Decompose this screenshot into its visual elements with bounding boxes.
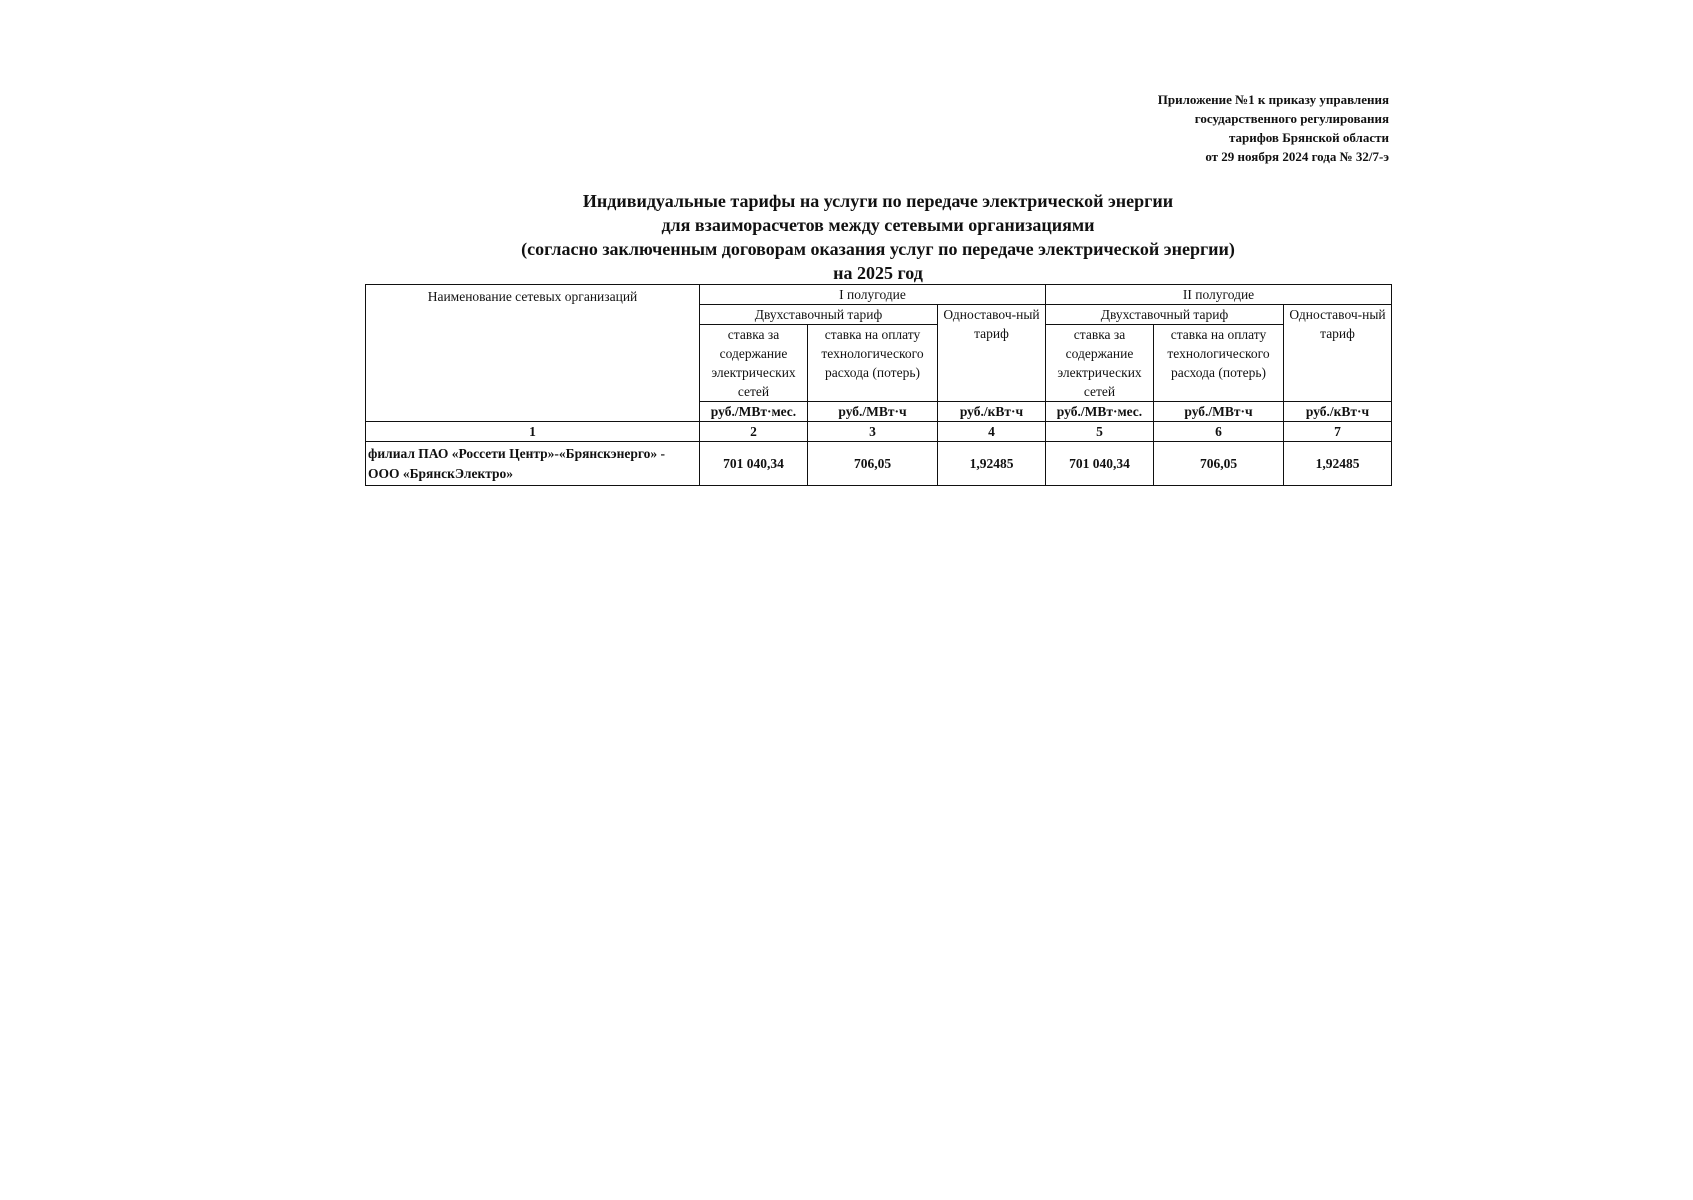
half1-losses-unit: руб./МВт·ч <box>808 402 938 422</box>
appendix-reference <box>969 90 1389 166</box>
h1-losses-value: 706,05 <box>808 442 938 486</box>
title-line: на 2025 год <box>833 263 923 283</box>
organization-name: филиал ПАО «Россети Центр»-«Брянскэнерго» - ООО «БрянскЭлектро» <box>366 442 700 486</box>
title-line: для взаиморасчетов между сетевыми организациями <box>661 215 1095 235</box>
half2-maintenance-unit: руб./МВт·мес. <box>1046 402 1154 422</box>
half1-losses-header: ставка на оплату технологического расхода (потерь) <box>808 325 938 402</box>
h2-maintenance-value: 701 040,34 <box>1046 442 1154 486</box>
half2-losses-header: ставка на оплату технологического расхода (потерь) <box>1154 325 1284 402</box>
half1-two-part-header: Двухставочный тариф <box>700 305 938 325</box>
appendix-line: государственного регулирования <box>1194 111 1389 126</box>
header-row-periods <box>366 285 1392 305</box>
tariffs-table <box>365 284 1392 486</box>
half2-losses-unit: руб./МВт·ч <box>1154 402 1284 422</box>
column-number: 3 <box>808 422 938 442</box>
title-line: (согласно заключенным договорам оказания услуг по передаче электрической энергии) <box>521 239 1235 259</box>
column-number: 7 <box>1284 422 1392 442</box>
half2-maintenance-header: ставка за содержание электрических сетей <box>1046 325 1154 402</box>
column-number: 4 <box>938 422 1046 442</box>
appendix-line: от 29 ноября 2024 года № 32/7-э <box>1205 149 1389 164</box>
h2-one-part-value: 1,92485 <box>1284 442 1392 486</box>
h2-losses-value: 706,05 <box>1154 442 1284 486</box>
column-number: 1 <box>366 422 700 442</box>
table-row <box>366 442 1392 486</box>
column-number: 5 <box>1046 422 1154 442</box>
half2-header: II полугодие <box>1046 285 1392 305</box>
org-column-header: Наименование сетевых организаций <box>366 285 700 422</box>
h1-one-part-value: 1,92485 <box>938 442 1046 486</box>
half1-header: I полугодие <box>700 285 1046 305</box>
appendix-line: тарифов Брянской области <box>1229 130 1389 145</box>
appendix-line: Приложение №1 к приказу управления <box>1157 92 1389 107</box>
half1-one-part-unit: руб./кВт·ч <box>938 402 1046 422</box>
half1-maintenance-unit: руб./МВт·мес. <box>700 402 808 422</box>
half2-two-part-header: Двухставочный тариф <box>1046 305 1284 325</box>
h1-maintenance-value: 701 040,34 <box>700 442 808 486</box>
title-line: Индивидуальные тарифы на услуги по передаче электрической энергии <box>582 191 1174 211</box>
column-number: 6 <box>1154 422 1284 442</box>
half2-one-part-unit: руб./кВт·ч <box>1284 402 1392 422</box>
document-title <box>365 189 1391 285</box>
half2-one-part-header: Одноставоч-ный тариф <box>1284 305 1392 402</box>
column-number: 2 <box>700 422 808 442</box>
half1-maintenance-header: ставка за содержание электрических сетей <box>700 325 808 402</box>
column-numbers-row <box>366 422 1392 442</box>
half1-one-part-header: Одноставоч-ный тариф <box>938 305 1046 402</box>
